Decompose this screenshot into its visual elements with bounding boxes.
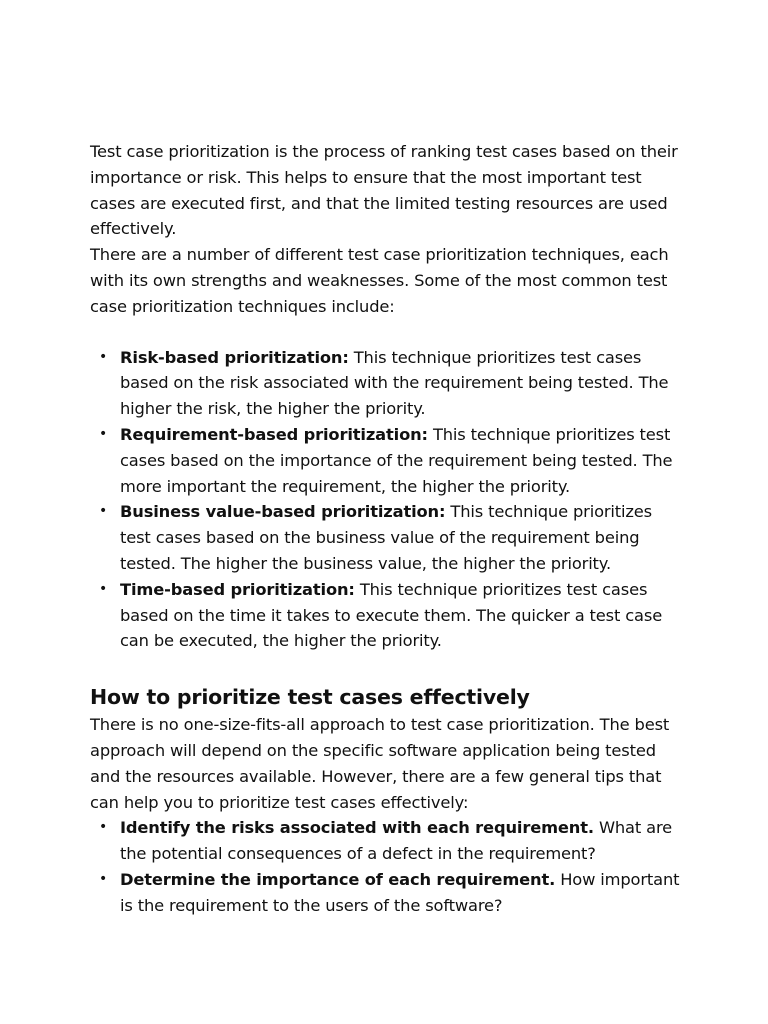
- list-item-text: This technique prioritizes test cases based on the importance of the requirement being tested. The more important the requirement, the higher the priority.: [120, 424, 673, 496]
- list-item-text: How important is the requirement to the users of the software?: [120, 869, 680, 915]
- bullet-icon: •: [99, 580, 108, 597]
- tips-list: [90, 815, 682, 918]
- intro-paragraph-1: Test case prioritization is the process of ranking test cases based on their importance or risk. This helps to ensure that the most important test cases are executed first, and that the limited testing resources are used effectively.: [90, 142, 678, 239]
- list-item-title: Time-based prioritization:: [120, 579, 355, 599]
- list-item-title: Identify the risks associated with each requirement.: [120, 818, 594, 838]
- section-heading: How to prioritize test cases effectively: [90, 685, 530, 710]
- bullet-icon: •: [99, 425, 108, 442]
- list-item: [90, 345, 682, 422]
- list-item: [90, 815, 682, 867]
- list-item: [90, 422, 682, 499]
- section-paragraph: There is no one-size-fits-all approach to test case prioritization. The best approach will depend on the specific software application being tested and the resources available. However, there are a few general tips that can help you to prioritize test cases effectively:: [90, 715, 670, 812]
- list-item: [90, 499, 682, 576]
- list-item-text: This technique prioritizes test cases based on the business value of the requirement being tested. The higher the business value, the higher the priority.: [120, 502, 652, 573]
- intro-paragraph-2: There are a number of different test case prioritization techniques, each with its own strengths and weaknesses. Some of the most common test case prioritization techniques include:: [90, 245, 669, 316]
- list-item-title: Risk-based prioritization:: [120, 347, 349, 367]
- list-item-title: Business value-based prioritization:: [120, 502, 446, 522]
- list-item-title: Requirement-based prioritization:: [120, 424, 428, 444]
- techniques-list: [90, 345, 682, 655]
- list-item-text: This technique prioritizes test cases based on the time it takes to execute them. The quicker a test case can be executed, the higher the priority.: [120, 579, 663, 651]
- list-item: [90, 577, 682, 654]
- bullet-icon: •: [99, 503, 108, 520]
- document-page: [90, 139, 682, 919]
- list-item: [90, 867, 682, 919]
- list-item-title: Determine the importance of each requirement.: [120, 869, 556, 889]
- list-item-text: This technique prioritizes test cases based on the risk associated with the requirement being tested. The higher the risk, the higher the priority.: [120, 347, 669, 419]
- list-item-text: What are the potential consequences of a defect in the requirement?: [120, 818, 673, 864]
- bullet-icon: •: [99, 870, 108, 887]
- bullet-icon: •: [99, 348, 108, 365]
- bullet-icon: •: [99, 819, 108, 836]
